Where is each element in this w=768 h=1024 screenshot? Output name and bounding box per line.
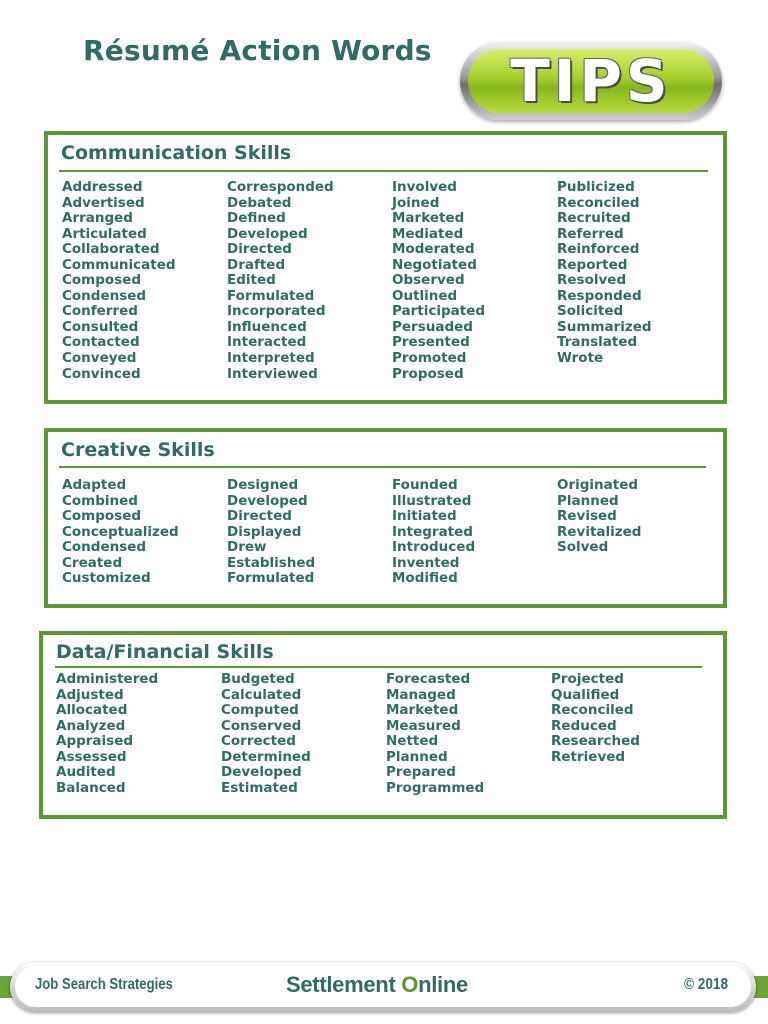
action-word: Established <box>227 554 316 571</box>
action-word: Interviewed <box>227 365 318 382</box>
section-divider <box>55 666 702 668</box>
action-word: Communicated <box>62 256 176 273</box>
action-word: Defined <box>227 210 286 227</box>
action-word: Budgeted <box>221 671 295 687</box>
action-word: Contacted <box>62 334 140 351</box>
word-column <box>551 672 640 765</box>
action-word: Influenced <box>227 318 307 335</box>
action-word: Interacted <box>227 334 307 351</box>
action-word: Interpreted <box>227 350 315 367</box>
copyright: © 2018 <box>684 976 729 993</box>
action-word: Netted <box>386 733 439 750</box>
action-word: Presented <box>392 334 470 351</box>
action-word: Observed <box>392 272 465 289</box>
action-word: Reconciled <box>551 702 634 719</box>
action-word: Developed <box>227 492 308 509</box>
action-word: Promoted <box>392 350 467 367</box>
action-word: Measured <box>386 717 461 734</box>
action-word: Allocated <box>56 702 128 719</box>
action-word: Corrected <box>221 733 296 750</box>
action-word: Marketed <box>392 210 465 227</box>
action-word: Integrated <box>392 523 473 540</box>
action-word: Managed <box>386 686 456 703</box>
action-word: Revitalized <box>557 523 642 540</box>
action-word: Joined <box>392 194 440 211</box>
action-word: Adapted <box>62 477 127 493</box>
action-word: Composed <box>62 508 142 525</box>
word-column <box>62 478 179 587</box>
action-word: Retrieved <box>551 748 626 765</box>
tips-badge-label: TIPS <box>510 47 672 115</box>
action-word: Originated <box>557 477 639 493</box>
word-column <box>392 478 475 587</box>
action-word: Collaborated <box>62 241 160 258</box>
action-word: Planned <box>386 748 448 765</box>
action-word: Solved <box>557 539 609 556</box>
action-word: Responded <box>557 287 642 304</box>
action-word: Persuaded <box>392 318 473 335</box>
action-word: Edited <box>227 272 276 289</box>
action-word: Incorporated <box>227 303 326 320</box>
brand-o-icon: O <box>401 972 419 997</box>
action-word: Projected <box>551 671 624 687</box>
brand-logo <box>286 972 468 998</box>
action-word: Conveyed <box>62 350 137 367</box>
action-word: Recruited <box>557 210 631 227</box>
action-word: Revised <box>557 508 617 525</box>
word-column <box>227 478 315 587</box>
action-word: Arranged <box>62 210 133 227</box>
action-word: Advertised <box>62 194 145 211</box>
section-title-creative: Creative Skills <box>61 439 215 461</box>
section-divider <box>59 466 706 468</box>
action-word: Reduced <box>551 717 617 734</box>
action-word: Prepared <box>386 764 456 781</box>
section-divider <box>59 170 708 172</box>
action-word: Forecasted <box>386 671 471 687</box>
action-word: Conceptualized <box>62 523 179 540</box>
action-word: Developed <box>227 225 308 242</box>
section-title-data-financial: Data/Financial Skills <box>56 641 274 663</box>
action-word: Drafted <box>227 256 286 273</box>
action-word: Introduced <box>392 539 476 556</box>
action-word: Designed <box>227 477 299 493</box>
action-word: Directed <box>227 508 292 525</box>
tips-badge <box>460 42 722 120</box>
action-word: Appraised <box>56 733 134 750</box>
action-word: Moderated <box>392 241 475 258</box>
action-word: Reconciled <box>557 194 640 211</box>
action-word: Addressed <box>62 179 143 195</box>
word-column <box>386 672 484 796</box>
action-word: Invented <box>392 554 460 571</box>
action-word: Reinforced <box>557 241 640 258</box>
action-word: Corresponded <box>227 179 334 195</box>
word-column <box>392 180 485 382</box>
action-word: Composed <box>62 272 142 289</box>
action-word: Combined <box>62 492 138 509</box>
action-word: Estimated <box>221 779 298 796</box>
action-word: Illustrated <box>392 492 472 509</box>
action-word: Displayed <box>227 523 302 540</box>
action-word: Planned <box>557 492 619 509</box>
brand-name-part2: nline <box>418 972 468 997</box>
action-word: Qualified <box>551 686 620 703</box>
action-word: Articulated <box>62 225 147 242</box>
action-word: Referred <box>557 225 624 242</box>
word-column <box>557 478 641 556</box>
action-word: Adjusted <box>56 686 124 703</box>
word-column <box>56 672 158 796</box>
action-word: Debated <box>227 194 292 211</box>
action-word: Drew <box>227 539 267 556</box>
action-word: Initiated <box>392 508 457 525</box>
action-word: Publicized <box>557 179 635 195</box>
action-word: Balanced <box>56 779 126 796</box>
action-word: Conferred <box>62 303 138 320</box>
action-word: Marketed <box>386 702 459 719</box>
action-word: Condensed <box>62 539 147 556</box>
word-column <box>62 180 176 382</box>
action-word: Determined <box>221 748 311 765</box>
action-word: Audited <box>56 764 116 781</box>
action-word: Translated <box>557 334 638 351</box>
action-word: Summarized <box>557 318 652 335</box>
action-word: Administered <box>56 671 159 687</box>
action-word: Directed <box>227 241 292 258</box>
action-word: Assessed <box>56 748 127 765</box>
action-word: Developed <box>221 764 302 781</box>
action-word: Negotiated <box>392 256 477 273</box>
action-word: Programmed <box>386 779 485 796</box>
word-column <box>557 180 652 367</box>
action-word: Solicited <box>557 303 624 320</box>
action-word: Formulated <box>227 570 315 587</box>
action-word: Participated <box>392 303 486 320</box>
footer-series-label: Job Search Strategies <box>35 976 173 993</box>
action-word: Reported <box>557 256 628 273</box>
word-column <box>221 672 311 796</box>
action-word: Analyzed <box>56 717 126 734</box>
action-word: Conserved <box>221 717 302 734</box>
brand-name-part1: Settlement <box>286 972 402 997</box>
action-word: Proposed <box>392 365 464 382</box>
tips-badge-face <box>468 49 714 113</box>
word-column <box>227 180 334 382</box>
section-title-communication: Communication Skills <box>61 142 292 164</box>
action-word: Founded <box>392 477 458 493</box>
action-word: Convinced <box>62 365 141 382</box>
action-word: Involved <box>392 179 457 195</box>
action-word: Consulted <box>62 318 139 335</box>
page-title: Résumé Action Words <box>83 34 432 67</box>
action-word: Computed <box>221 702 299 719</box>
action-word: Condensed <box>62 287 147 304</box>
action-word: Researched <box>551 733 640 750</box>
action-word: Created <box>62 554 123 571</box>
action-word: Wrote <box>557 350 604 367</box>
action-word: Formulated <box>227 287 315 304</box>
action-word: Resolved <box>557 272 627 289</box>
action-word: Customized <box>62 570 151 587</box>
action-word: Mediated <box>392 225 464 242</box>
action-word: Outlined <box>392 287 458 304</box>
action-word: Calculated <box>221 686 302 703</box>
action-word: Modified <box>392 570 458 587</box>
